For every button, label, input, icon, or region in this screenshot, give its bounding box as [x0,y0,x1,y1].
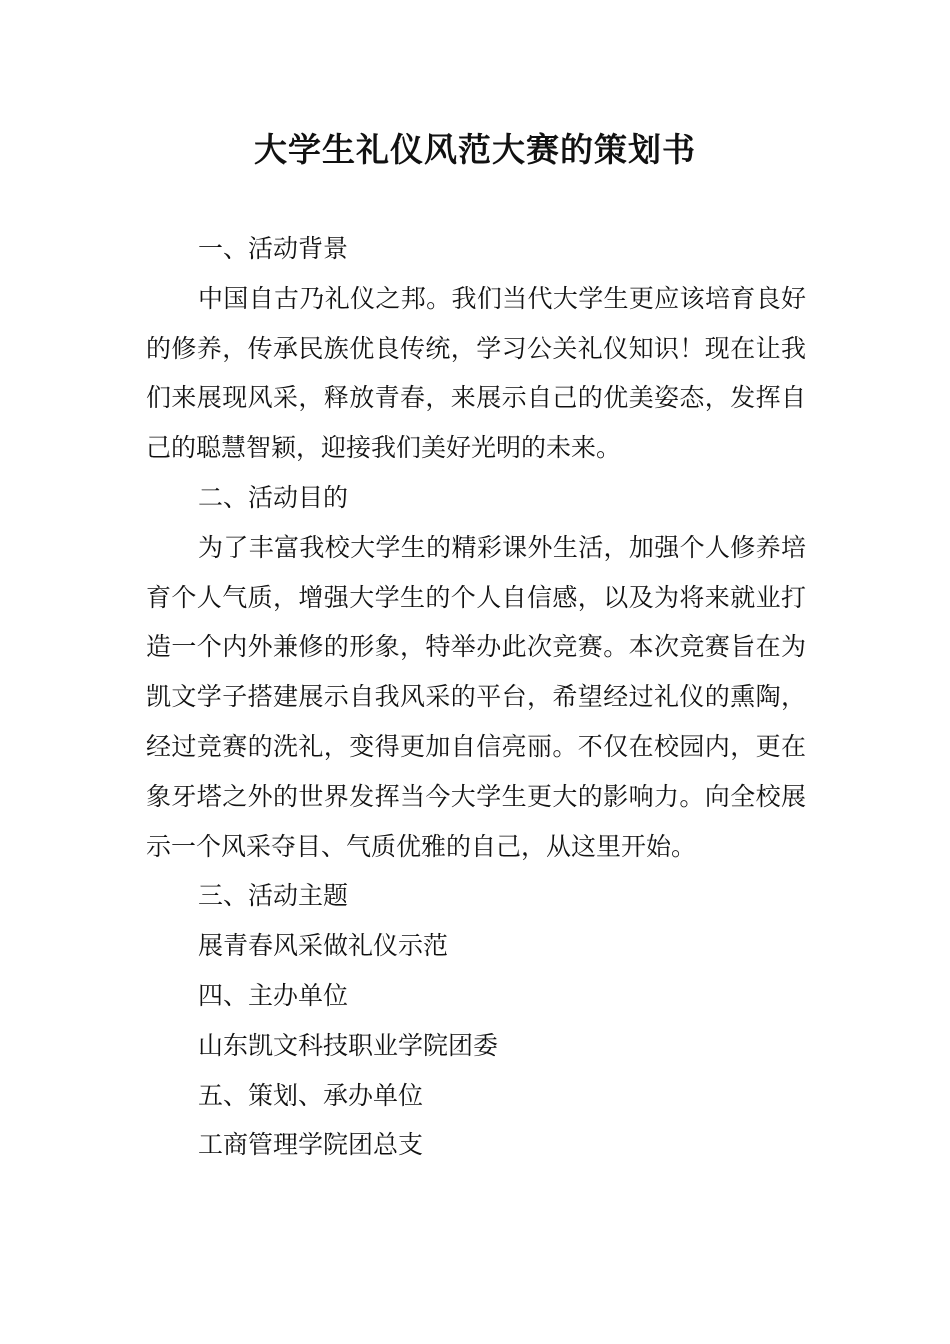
paragraph-planner: 工商管理学院团总支 [198,1130,424,1160]
document-title: 大学生礼仪风范大赛的策划书 [254,130,696,169]
paragraph-theme: 展青春风采做礼仪示范 [198,931,449,961]
section-heading-planner: 五、策划、承办单位 [198,1080,424,1110]
section-heading-background: 一、活动背景 [198,234,349,263]
paragraph-organizer: 山东凯文科技职业学院团委 [198,1030,499,1060]
section-heading-organizer: 四、主办单位 [198,980,349,1010]
paragraph-background: 中国自古乃礼仪之邦。我们当代大学生更应该培育良好的修养，传承民族优良传统，学习公关礼仪知识！现在让我们来展现风采，释放青春，来展示自己的优美姿态，发挥自己的聪慧智颖，迎接我们美好光明的未来。 [146,283,806,463]
document-body [146,224,806,1170]
paragraph-purpose: 为了丰富我校大学生的精彩课外生活，加强个人修养培育个人气质，增强大学生的个人自信感，以及为将来就业打造一个内外兼修的形象，特举办此次竞赛。本次竞赛旨在为凯文学子搭建展示自我风采的平台，希望经过礼仪的熏陶，经过竞赛的洗礼，变得更加自信亮丽。不仅在校园内，更在象牙塔之外的世界发挥当今大学生更大的影响力。向全校展示一个风采夺目、气质优雅的自己，从这里开始。 [146,532,806,861]
section-heading-purpose: 二、活动目的 [198,482,349,512]
section-heading-theme: 三、活动主题 [198,881,349,911]
